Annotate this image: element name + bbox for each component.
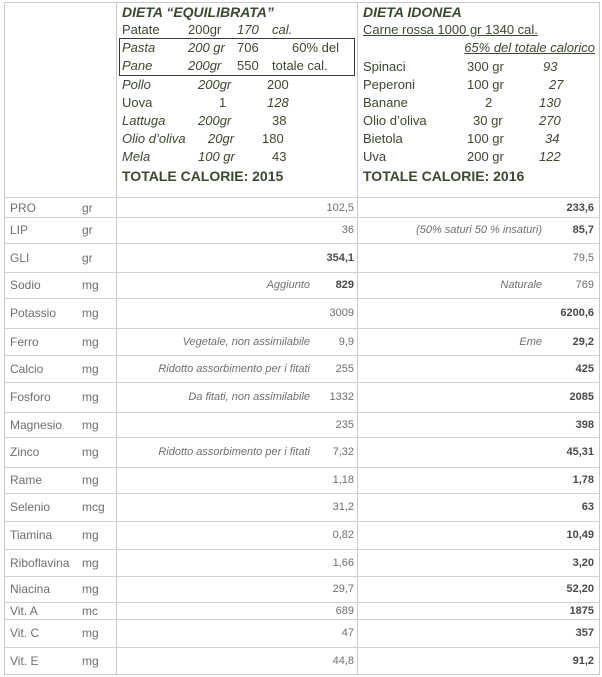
right-value: 769	[575, 279, 594, 291]
left-value: 1332	[329, 391, 354, 403]
right-value: 1,78	[572, 474, 594, 486]
food-cal: 38	[272, 113, 287, 128]
row-divider	[4, 467, 600, 468]
right-value: 398	[575, 419, 594, 431]
left-value: 29,7	[332, 583, 354, 595]
nutrient-name: Ferro	[10, 335, 39, 349]
food-qty: 100 gr	[198, 149, 235, 164]
table-row	[4, 521, 600, 549]
food-line: Olio d’oliva	[122, 131, 186, 146]
diet-balanced-title: DIETA “EQUILIBRATA”	[122, 4, 274, 20]
table-row	[4, 467, 600, 493]
row-divider	[4, 412, 600, 413]
nutrient-name: GLI	[10, 251, 30, 265]
nutrient-unit: mg	[82, 278, 99, 292]
right-value: 2085	[569, 391, 594, 403]
nutrient-name: Vit. E	[10, 654, 39, 668]
food-line: Peperoni	[363, 77, 416, 92]
right-value: 357	[575, 627, 594, 639]
right-value: 3,20	[572, 557, 594, 569]
nutrient-unit: mc	[82, 604, 98, 618]
food-line: Pane	[122, 58, 153, 73]
food-cal: 170	[237, 22, 259, 37]
table-row	[4, 328, 600, 355]
nutrient-unit: mcg	[82, 500, 105, 514]
food-note: 60% del	[292, 40, 339, 55]
food-cal: 128	[267, 95, 289, 110]
nutrient-name: Calcio	[10, 362, 44, 376]
row-divider	[4, 619, 600, 620]
right-note: (50% saturi 50 % insaturi)	[416, 224, 542, 236]
right-value: 52,20	[566, 583, 594, 595]
food-qty: 200gr	[188, 58, 222, 73]
row-divider	[4, 549, 600, 550]
food-qty: 2	[485, 95, 493, 110]
diet-ideal-header	[363, 4, 597, 194]
nutrient-unit: mg	[82, 473, 99, 487]
table-row	[4, 355, 600, 382]
table-row	[4, 437, 600, 467]
left-value: 31,2	[332, 501, 354, 513]
table-row	[4, 576, 600, 602]
right-value: 63	[581, 501, 594, 513]
food-line: Pasta	[122, 40, 156, 55]
left-note: Ridotto assorbimento per i fitati	[158, 363, 310, 375]
nutrient-name: Vit. A	[10, 604, 38, 618]
left-value: 0,82	[332, 529, 354, 541]
right-note: Eme	[519, 336, 542, 348]
row-divider	[4, 298, 600, 299]
left-note: Vegetale, non assimilabile	[182, 336, 310, 348]
diet-ideal-total: TOTALE CALORIE: 2016	[363, 168, 525, 184]
table-row	[4, 412, 600, 437]
right-value: 10,49	[566, 529, 594, 541]
food-cal: 130	[539, 95, 561, 110]
diet-balanced-header	[122, 4, 354, 194]
food-line: Lattuga	[122, 113, 166, 128]
left-value: 102,5	[326, 202, 354, 214]
row-divider	[4, 328, 600, 329]
right-value: 233,6	[566, 202, 594, 214]
food-qty: 20gr	[208, 131, 235, 146]
right-value: 1875	[569, 605, 594, 617]
left-value: 1,18	[332, 474, 354, 486]
nutrient-name: Riboflavina	[10, 556, 70, 570]
nutrient-unit: gr	[82, 223, 93, 237]
left-value: 47	[341, 627, 354, 639]
nutrient-unit: mg	[82, 654, 99, 668]
row-divider	[4, 382, 600, 383]
left-value: 255	[335, 363, 354, 375]
nutrient-unit: mg	[82, 582, 99, 596]
food-qty: 200gr	[198, 113, 232, 128]
nutrient-name: Zinco	[10, 445, 40, 459]
table-row	[4, 647, 600, 675]
row-divider	[4, 355, 600, 356]
nutrient-name: Potassio	[10, 306, 57, 320]
right-value: 85,7	[572, 224, 594, 236]
food-line: Spinaci	[363, 59, 406, 74]
nutrient-unit: mg	[82, 528, 99, 542]
food-cal: 27	[549, 77, 564, 92]
nutrient-unit: mg	[82, 362, 99, 376]
left-value: 829	[335, 279, 354, 291]
right-value: 29,2	[572, 336, 594, 348]
food-line: Banane	[363, 95, 408, 110]
row-divider	[4, 521, 600, 522]
left-value: 1,66	[332, 557, 354, 569]
table-row	[4, 272, 600, 298]
left-note: Ridotto assorbimento per i fitati	[158, 446, 310, 458]
food-cal: 180	[262, 131, 284, 146]
food-line: Uva	[363, 149, 387, 164]
nutrient-name: PRO	[10, 201, 37, 215]
nutrient-name: Selenio	[10, 500, 51, 514]
table-row	[4, 243, 600, 272]
nutrient-name: Rame	[10, 473, 43, 487]
row-divider	[4, 576, 600, 577]
food-line: Uova	[122, 95, 153, 110]
right-value: 425	[575, 363, 594, 375]
nutrient-unit: mg	[82, 445, 99, 459]
food-line: Mela	[122, 149, 151, 164]
food-cal: 93	[543, 59, 558, 74]
food-qty: 200 gr	[188, 40, 225, 55]
table-row	[4, 602, 600, 619]
row-divider	[4, 272, 600, 273]
left-value: 689	[335, 605, 354, 617]
food-line: Pollo	[122, 77, 151, 92]
food-qty: 30 gr	[473, 113, 503, 128]
nutrient-unit: mg	[82, 306, 99, 320]
food-qty: 300 gr	[467, 59, 504, 74]
food-cal: 200	[267, 77, 289, 92]
table-row	[4, 298, 600, 328]
nutrient-name: LIP	[10, 223, 29, 237]
left-value: 44,8	[332, 655, 354, 667]
left-note: Aggiunto	[266, 279, 310, 291]
left-value: 9,9	[338, 336, 354, 348]
nutrient-unit: mg	[82, 390, 99, 404]
nutrient-unit: gr	[82, 201, 93, 215]
food-qty: 200gr	[198, 77, 232, 92]
diet-balanced-total: TOTALE CALORIE: 2015	[122, 168, 284, 184]
food-note: totale cal.	[272, 58, 328, 73]
nutrient-name: Tiamina	[10, 528, 53, 542]
table-row	[4, 217, 600, 243]
table-row	[4, 382, 600, 412]
food-qty: 1	[219, 95, 227, 110]
nutrient-unit: mg	[82, 418, 99, 432]
nutrient-name: Vit. C	[10, 626, 40, 640]
meat-line: Carne rossa 1000 gr 1340 cal.	[363, 22, 538, 37]
food-line: Patate	[122, 22, 160, 37]
row-divider	[4, 647, 600, 648]
food-cal: 34	[545, 131, 560, 146]
meat-percent-line: 65% del totale calorico	[464, 40, 595, 55]
right-value: 91,2	[572, 655, 594, 667]
right-value: 79,5	[572, 252, 594, 264]
left-value: 235	[335, 419, 354, 431]
row-divider	[4, 217, 600, 218]
nutrient-unit: mg	[82, 626, 99, 640]
food-cal: 43	[272, 149, 287, 164]
left-value: 7,32	[332, 446, 354, 458]
table-row	[4, 549, 600, 576]
row-divider	[4, 243, 600, 244]
left-note: Da fitati, non assimilabile	[188, 391, 310, 403]
food-cal: 270	[539, 113, 561, 128]
row-divider	[4, 602, 600, 603]
left-value: 36	[341, 224, 354, 236]
food-qty: 200gr	[188, 22, 222, 37]
food-qty: 200 gr	[467, 149, 504, 164]
left-value: 354,1	[326, 252, 354, 264]
food-qty: 100 gr	[467, 77, 504, 92]
table-row	[4, 198, 600, 217]
nutrient-name: Niacina	[10, 582, 51, 596]
food-cal: 706	[237, 40, 259, 55]
right-value: 45,31	[566, 446, 594, 458]
left-value: 3009	[329, 307, 354, 319]
right-value: 6200,6	[560, 307, 594, 319]
food-line: Olio d’oliva	[363, 113, 427, 128]
nutrient-unit: mg	[82, 556, 99, 570]
row-divider	[4, 493, 600, 494]
table-row	[4, 493, 600, 521]
food-qty: 100 gr	[467, 131, 504, 146]
table-row	[4, 619, 600, 647]
nutrient-name: Fosforo	[10, 390, 51, 404]
food-note: cal.	[272, 22, 293, 37]
right-note: Naturale	[500, 279, 542, 291]
row-divider	[4, 437, 600, 438]
food-cal: 122	[539, 149, 561, 164]
nutrient-name: Sodio	[10, 278, 41, 292]
diet-ideal-title: DIETA IDONEA	[363, 4, 462, 20]
food-line: Bietola	[363, 131, 403, 146]
nutrient-unit: gr	[82, 251, 93, 265]
nutrient-name: Magnesio	[10, 418, 63, 432]
nutrient-unit: mg	[82, 335, 99, 349]
food-cal: 550	[237, 58, 259, 73]
nutrition-comparison-table	[4, 2, 600, 675]
